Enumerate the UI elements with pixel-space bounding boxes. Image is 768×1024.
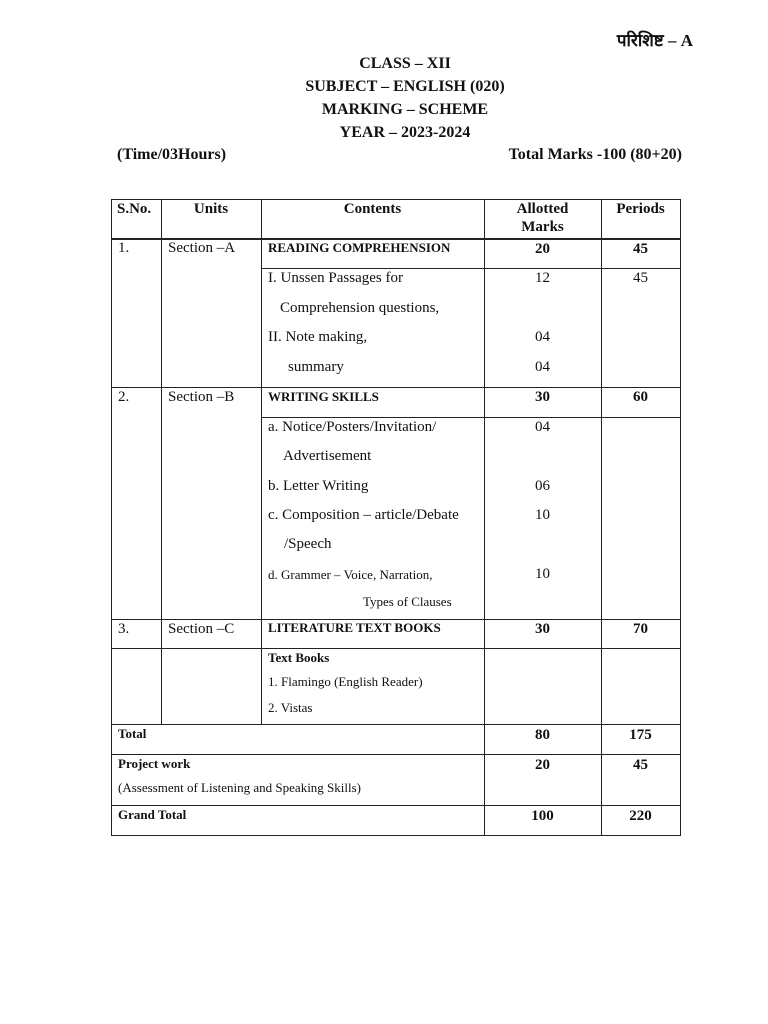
section-b-item-marks: 10: [535, 507, 550, 523]
total-marks-label: Total Marks -100 (80+20): [508, 146, 682, 163]
class-title: CLASS – XII: [359, 55, 451, 72]
subject-title: SUBJECT – ENGLISH (020): [305, 78, 505, 95]
section-a-marks: 20: [535, 241, 550, 257]
section-a-item-marks: 12: [535, 270, 550, 286]
section-b-item-marks: 06: [535, 478, 550, 494]
table-rule: [111, 754, 681, 755]
section-a-item-marks: 04: [535, 329, 550, 345]
section-b-unit: Section –B: [168, 389, 235, 405]
section-c-marks: 30: [535, 621, 550, 637]
section-a-title: READING COMPREHENSION: [268, 240, 451, 255]
section-b-item: b. Letter Writing: [268, 478, 369, 494]
time-label: (Time/03Hours): [117, 146, 227, 163]
table-rule: [111, 648, 681, 649]
table-border-right: [680, 199, 681, 836]
table-rule-v: [261, 199, 262, 725]
total-label: Total: [118, 726, 147, 741]
section-b-item: Types of Clauses: [363, 594, 452, 609]
section-c-sno: 3.: [118, 621, 130, 637]
section-c-title: LITERATURE TEXT BOOKS: [268, 620, 441, 635]
text-books-title: Text Books: [268, 650, 330, 665]
section-b-item: d. Grammer – Voice, Narration,: [268, 567, 433, 582]
section-b-item: c. Composition – article/Debate: [268, 507, 459, 523]
project-sub-label: (Assessment of Listening and Speaking Skills): [118, 780, 362, 795]
table-border-top: [111, 199, 681, 200]
section-a-periods: 45: [633, 241, 648, 257]
table-rule: [261, 268, 681, 269]
section-b-item: Advertisement: [283, 448, 372, 464]
section-a-item: Comprehension questions,: [280, 300, 440, 316]
col-header-units: Units: [193, 201, 229, 217]
section-c-periods: 70: [633, 621, 648, 637]
annex-label: परिशिष्ट – A: [616, 31, 693, 50]
section-b-sno: 2.: [118, 389, 130, 405]
section-a-unit: Section –A: [168, 240, 236, 256]
table-rule: [111, 724, 681, 725]
table-border-left: [111, 199, 112, 836]
grand-total-label: Grand Total: [118, 807, 187, 822]
table-rule-v: [161, 199, 162, 725]
year-title: YEAR – 2023-2024: [339, 124, 471, 141]
total-periods: 175: [629, 727, 652, 743]
section-b-item-marks: 10: [535, 566, 550, 582]
section-a-item: summary: [288, 359, 344, 375]
table-rule: [111, 805, 681, 806]
project-periods: 45: [633, 757, 648, 773]
project-marks: 20: [535, 757, 550, 773]
col-header-contents: Contents: [343, 201, 402, 217]
section-a-item-periods: 45: [633, 270, 648, 286]
grand-total-periods: 220: [629, 808, 652, 824]
section-a-item-marks: 04: [535, 359, 550, 375]
total-marks: 80: [535, 727, 550, 743]
project-label: Project work: [118, 756, 191, 771]
section-b-item: a. Notice/Posters/Invitation/: [268, 419, 437, 435]
col-header-sno: S.No.: [117, 201, 152, 217]
section-b-item-marks: 04: [535, 419, 550, 435]
table-border-bottom: [111, 835, 681, 836]
table-rule: [111, 387, 681, 388]
text-book-item: 2. Vistas: [268, 700, 313, 715]
col-header-marks-1: Allotted: [516, 201, 569, 217]
section-b-periods: 60: [633, 389, 648, 405]
col-header-periods: Periods: [616, 201, 665, 217]
table-rule: [261, 417, 681, 418]
section-a-sno: 1.: [118, 240, 130, 256]
grand-total-marks: 100: [531, 808, 554, 824]
section-c-unit: Section –C: [168, 621, 235, 637]
section-b-marks: 30: [535, 389, 550, 405]
scheme-title: MARKING – SCHEME: [321, 101, 489, 118]
section-a-item: II. Note making,: [268, 329, 368, 345]
section-b-item: /Speech: [284, 536, 332, 552]
section-a-item: I. Unssen Passages for: [268, 270, 403, 286]
text-book-item: 1. Flamingo (English Reader): [268, 674, 423, 689]
col-header-marks-2: Marks: [521, 219, 564, 235]
section-b-title: WRITING SKILLS: [268, 389, 379, 404]
